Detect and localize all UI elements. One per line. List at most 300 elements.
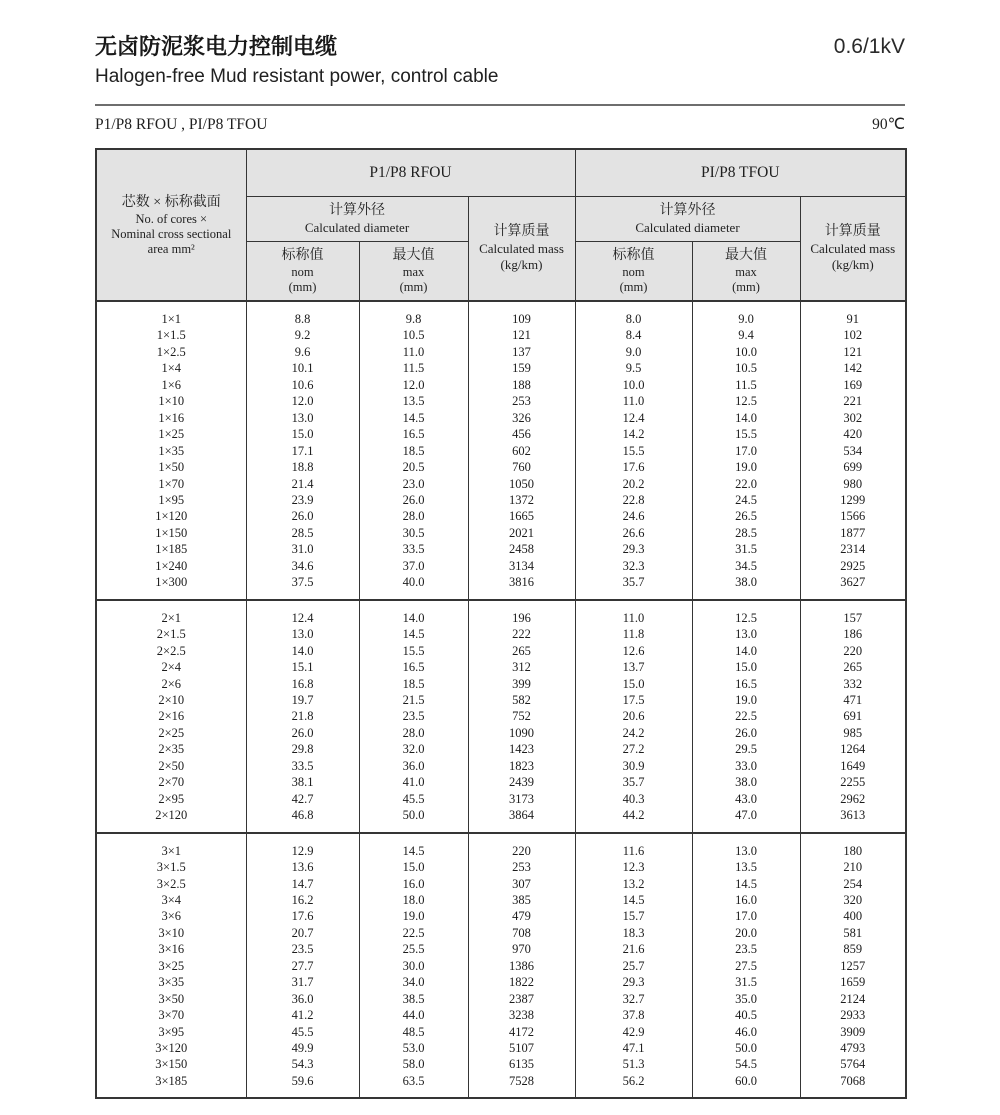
table-row xyxy=(96,833,906,859)
size-cell: 1×70 xyxy=(96,476,246,492)
value-cell: 142 xyxy=(800,360,906,376)
table-row xyxy=(96,327,906,343)
value-cell: 37.8 xyxy=(575,1007,692,1023)
table-row xyxy=(96,301,906,327)
value-cell: 121 xyxy=(468,327,575,343)
size-cell: 2×6 xyxy=(96,676,246,692)
value-cell: 31.5 xyxy=(692,974,800,990)
value-cell: 9.0 xyxy=(692,301,800,327)
size-group xyxy=(96,301,906,600)
table-row xyxy=(96,974,906,990)
value-cell: 18.3 xyxy=(575,925,692,941)
value-cell: 970 xyxy=(468,941,575,957)
value-cell: 1257 xyxy=(800,958,906,974)
temperature-rating: 90℃ xyxy=(872,116,905,133)
value-cell: 15.7 xyxy=(575,908,692,924)
value-cell: 28.0 xyxy=(359,508,468,524)
value-cell: 38.0 xyxy=(692,574,800,599)
value-cell: 42.7 xyxy=(246,791,359,807)
size-cell: 1×150 xyxy=(96,525,246,541)
header-max-zh: 最大值 xyxy=(725,247,767,263)
value-cell: 34.0 xyxy=(359,974,468,990)
value-cell: 137 xyxy=(468,344,575,360)
value-cell: 36.0 xyxy=(246,991,359,1007)
size-cell: 1×240 xyxy=(96,558,246,574)
value-cell: 5764 xyxy=(800,1056,906,1072)
value-cell: 12.4 xyxy=(246,600,359,626)
value-cell: 27.5 xyxy=(692,958,800,974)
value-cell: 20.5 xyxy=(359,459,468,475)
value-cell: 23.0 xyxy=(359,476,468,492)
table-row xyxy=(96,774,906,790)
value-cell: 602 xyxy=(468,443,575,459)
value-cell: 534 xyxy=(800,443,906,459)
table-row xyxy=(96,508,906,524)
size-cell: 2×10 xyxy=(96,692,246,708)
value-cell: 2314 xyxy=(800,541,906,557)
value-cell: 24.2 xyxy=(575,725,692,741)
value-cell: 16.5 xyxy=(359,426,468,442)
size-cell: 3×1 xyxy=(96,833,246,859)
table-row xyxy=(96,1040,906,1056)
table-row xyxy=(96,476,906,492)
value-cell: 45.5 xyxy=(359,791,468,807)
value-cell: 859 xyxy=(800,941,906,957)
value-cell: 5107 xyxy=(468,1040,575,1056)
value-cell: 43.0 xyxy=(692,791,800,807)
table-row xyxy=(96,692,906,708)
value-cell: 121 xyxy=(800,344,906,360)
value-cell: 11.0 xyxy=(575,393,692,409)
value-cell: 420 xyxy=(800,426,906,442)
value-cell: 26.0 xyxy=(692,725,800,741)
size-cell: 3×6 xyxy=(96,908,246,924)
size-cell: 2×16 xyxy=(96,708,246,724)
size-cell: 2×120 xyxy=(96,807,246,832)
value-cell: 35.7 xyxy=(575,574,692,599)
header-rfou-diameter xyxy=(246,196,468,241)
value-cell: 11.8 xyxy=(575,626,692,642)
table-row xyxy=(96,492,906,508)
table-row xyxy=(96,344,906,360)
value-cell: 1659 xyxy=(800,974,906,990)
value-cell: 21.5 xyxy=(359,692,468,708)
value-cell: 265 xyxy=(468,643,575,659)
value-cell: 46.8 xyxy=(246,807,359,832)
value-cell: 11.6 xyxy=(575,833,692,859)
header-rfou-title: P1/P8 RFOU xyxy=(369,164,452,182)
value-cell: 12.0 xyxy=(359,377,468,393)
value-cell: 58.0 xyxy=(359,1056,468,1072)
value-cell: 17.6 xyxy=(246,908,359,924)
table-row xyxy=(96,558,906,574)
value-cell: 691 xyxy=(800,708,906,724)
table-header xyxy=(96,149,906,301)
value-cell: 332 xyxy=(800,676,906,692)
value-cell: 33.0 xyxy=(692,758,800,774)
value-cell: 23.9 xyxy=(246,492,359,508)
value-cell: 11.0 xyxy=(575,600,692,626)
table-row xyxy=(96,377,906,393)
header-cores-en3: area mm² xyxy=(147,241,195,256)
value-cell: 253 xyxy=(468,859,575,875)
value-cell: 26.0 xyxy=(359,492,468,508)
value-cell: 13.0 xyxy=(246,410,359,426)
value-cell: 3238 xyxy=(468,1007,575,1023)
size-cell: 1×50 xyxy=(96,459,246,475)
value-cell: 7528 xyxy=(468,1073,575,1098)
table-row xyxy=(96,741,906,757)
value-cell: 40.0 xyxy=(359,574,468,599)
model-line-row xyxy=(95,115,905,135)
value-cell: 16.0 xyxy=(692,892,800,908)
value-cell: 22.5 xyxy=(692,708,800,724)
value-cell: 1299 xyxy=(800,492,906,508)
header-mass-unit: (kg/km) xyxy=(831,257,874,273)
value-cell: 2962 xyxy=(800,791,906,807)
value-cell: 10.1 xyxy=(246,360,359,376)
value-cell: 307 xyxy=(468,876,575,892)
value-cell: 31.7 xyxy=(246,974,359,990)
value-cell: 12.9 xyxy=(246,833,359,859)
size-cell: 1×300 xyxy=(96,574,246,599)
header-max-zh: 最大值 xyxy=(392,247,435,263)
value-cell: 56.2 xyxy=(575,1073,692,1098)
value-cell: 22.5 xyxy=(359,925,468,941)
value-cell: 34.6 xyxy=(246,558,359,574)
value-cell: 985 xyxy=(800,725,906,741)
value-cell: 30.9 xyxy=(575,758,692,774)
table-row xyxy=(96,859,906,875)
table-row xyxy=(96,676,906,692)
value-cell: 6135 xyxy=(468,1056,575,1072)
size-cell: 3×16 xyxy=(96,941,246,957)
value-cell: 10.6 xyxy=(246,377,359,393)
value-cell: 11.0 xyxy=(359,344,468,360)
value-cell: 3909 xyxy=(800,1024,906,1040)
value-cell: 53.0 xyxy=(359,1040,468,1056)
value-cell: 40.3 xyxy=(575,791,692,807)
value-cell: 32.3 xyxy=(575,558,692,574)
value-cell: 13.0 xyxy=(692,833,800,859)
table-row xyxy=(96,925,906,941)
size-cell: 3×120 xyxy=(96,1040,246,1056)
value-cell: 1090 xyxy=(468,725,575,741)
size-cell: 3×4 xyxy=(96,892,246,908)
value-cell: 1823 xyxy=(468,758,575,774)
model-designations: P1/P8 RFOU , PI/P8 TFOU xyxy=(95,116,268,133)
value-cell: 26.5 xyxy=(692,508,800,524)
size-cell: 3×95 xyxy=(96,1024,246,1040)
value-cell: 20.6 xyxy=(575,708,692,724)
header-rfou-mass xyxy=(468,196,575,301)
value-cell: 54.5 xyxy=(692,1056,800,1072)
value-cell: 581 xyxy=(800,925,906,941)
value-cell: 47.0 xyxy=(692,807,800,832)
value-cell: 47.1 xyxy=(575,1040,692,1056)
value-cell: 1877 xyxy=(800,525,906,541)
size-cell: 2×50 xyxy=(96,758,246,774)
table-row xyxy=(96,443,906,459)
value-cell: 102 xyxy=(800,327,906,343)
value-cell: 326 xyxy=(468,410,575,426)
value-cell: 1665 xyxy=(468,508,575,524)
value-cell: 37.0 xyxy=(359,558,468,574)
value-cell: 2124 xyxy=(800,991,906,1007)
value-cell: 17.6 xyxy=(575,459,692,475)
value-cell: 15.5 xyxy=(359,643,468,659)
size-cell: 3×185 xyxy=(96,1073,246,1098)
header-cores-area xyxy=(96,149,246,301)
value-cell: 3816 xyxy=(468,574,575,599)
value-cell: 17.1 xyxy=(246,443,359,459)
value-cell: 14.5 xyxy=(359,626,468,642)
value-cell: 19.0 xyxy=(692,692,800,708)
title-row xyxy=(95,34,905,60)
value-cell: 479 xyxy=(468,908,575,924)
value-cell: 1423 xyxy=(468,741,575,757)
value-cell: 14.5 xyxy=(575,892,692,908)
value-cell: 18.5 xyxy=(359,676,468,692)
table-row xyxy=(96,360,906,376)
value-cell: 17.0 xyxy=(692,443,800,459)
value-cell: 708 xyxy=(468,925,575,941)
value-cell: 25.5 xyxy=(359,941,468,957)
value-cell: 26.0 xyxy=(246,508,359,524)
value-cell: 456 xyxy=(468,426,575,442)
value-cell: 3134 xyxy=(468,558,575,574)
value-cell: 31.0 xyxy=(246,541,359,557)
value-cell: 302 xyxy=(800,410,906,426)
value-cell: 50.0 xyxy=(359,807,468,832)
value-cell: 2925 xyxy=(800,558,906,574)
table-row xyxy=(96,892,906,908)
header-nom-en: nom xyxy=(291,264,314,279)
value-cell: 2021 xyxy=(468,525,575,541)
value-cell: 13.0 xyxy=(246,626,359,642)
value-cell: 385 xyxy=(468,892,575,908)
value-cell: 157 xyxy=(800,600,906,626)
value-cell: 59.6 xyxy=(246,1073,359,1098)
value-cell: 9.0 xyxy=(575,344,692,360)
value-cell: 16.5 xyxy=(359,659,468,675)
page-title-en: Halogen-free Mud resistant power, control cable xyxy=(95,66,499,87)
value-cell: 28.0 xyxy=(359,725,468,741)
value-cell: 3627 xyxy=(800,574,906,599)
value-cell: 29.3 xyxy=(575,541,692,557)
divider-rule xyxy=(95,104,905,106)
value-cell: 19.7 xyxy=(246,692,359,708)
header-tfou-title: PI/P8 TFOU xyxy=(701,164,780,182)
value-cell: 24.5 xyxy=(692,492,800,508)
header-tfou-mass xyxy=(800,196,906,301)
value-cell: 10.0 xyxy=(575,377,692,393)
value-cell: 27.7 xyxy=(246,958,359,974)
table-row xyxy=(96,643,906,659)
value-cell: 22.0 xyxy=(692,476,800,492)
value-cell: 188 xyxy=(468,377,575,393)
value-cell: 32.0 xyxy=(359,741,468,757)
value-cell: 35.7 xyxy=(575,774,692,790)
size-cell: 1×1 xyxy=(96,301,246,327)
value-cell: 14.5 xyxy=(359,410,468,426)
size-cell: 1×4 xyxy=(96,360,246,376)
value-cell: 196 xyxy=(468,600,575,626)
value-cell: 3173 xyxy=(468,791,575,807)
value-cell: 28.5 xyxy=(692,525,800,541)
value-cell: 25.7 xyxy=(575,958,692,974)
voltage-rating: 0.6/1kV xyxy=(833,35,905,58)
value-cell: 760 xyxy=(468,459,575,475)
size-cell: 2×95 xyxy=(96,791,246,807)
value-cell: 1050 xyxy=(468,476,575,492)
value-cell: 220 xyxy=(800,643,906,659)
header-cores-en1: No. of cores × xyxy=(135,211,208,226)
header-nom-en: nom xyxy=(622,264,645,279)
table-row xyxy=(96,459,906,475)
header-nom-zh: 标称值 xyxy=(612,247,655,263)
value-cell: 159 xyxy=(468,360,575,376)
table-row xyxy=(96,791,906,807)
value-cell: 9.4 xyxy=(692,327,800,343)
value-cell: 699 xyxy=(800,459,906,475)
value-cell: 4793 xyxy=(800,1040,906,1056)
value-cell: 12.6 xyxy=(575,643,692,659)
header-nom-zh: 标称值 xyxy=(281,247,324,263)
value-cell: 22.8 xyxy=(575,492,692,508)
value-cell: 17.0 xyxy=(692,908,800,924)
header-max-en: max xyxy=(402,264,425,279)
value-cell: 3864 xyxy=(468,807,575,832)
page-content xyxy=(95,0,905,1099)
value-cell: 18.5 xyxy=(359,443,468,459)
value-cell: 51.3 xyxy=(575,1056,692,1072)
header-tfou-diameter xyxy=(575,196,800,241)
value-cell: 15.5 xyxy=(575,443,692,459)
value-cell: 10.5 xyxy=(359,327,468,343)
header-mass-unit: (kg/km) xyxy=(500,257,543,273)
value-cell: 38.1 xyxy=(246,774,359,790)
value-cell: 9.8 xyxy=(359,301,468,327)
size-cell: 3×50 xyxy=(96,991,246,1007)
table-row xyxy=(96,541,906,557)
value-cell: 8.4 xyxy=(575,327,692,343)
value-cell: 2255 xyxy=(800,774,906,790)
value-cell: 400 xyxy=(800,908,906,924)
table-row xyxy=(96,807,906,832)
value-cell: 40.5 xyxy=(692,1007,800,1023)
value-cell: 12.3 xyxy=(575,859,692,875)
table-row xyxy=(96,958,906,974)
value-cell: 9.5 xyxy=(575,360,692,376)
value-cell: 14.5 xyxy=(359,833,468,859)
value-cell: 12.5 xyxy=(692,393,800,409)
header-mass-zh: 计算质量 xyxy=(824,224,881,240)
value-cell: 21.8 xyxy=(246,708,359,724)
value-cell: 186 xyxy=(800,626,906,642)
value-cell: 15.0 xyxy=(692,659,800,675)
size-cell: 2×2.5 xyxy=(96,643,246,659)
value-cell: 399 xyxy=(468,676,575,692)
table-row xyxy=(96,708,906,724)
value-cell: 13.5 xyxy=(359,393,468,409)
value-cell: 14.5 xyxy=(692,876,800,892)
value-cell: 220 xyxy=(468,833,575,859)
value-cell: 20.2 xyxy=(575,476,692,492)
value-cell: 11.5 xyxy=(359,360,468,376)
value-cell: 8.0 xyxy=(575,301,692,327)
value-cell: 18.0 xyxy=(359,892,468,908)
value-cell: 29.3 xyxy=(575,974,692,990)
value-cell: 253 xyxy=(468,393,575,409)
header-cores-en2: Nominal cross sectional xyxy=(111,226,232,241)
value-cell: 14.0 xyxy=(246,643,359,659)
value-cell: 29.8 xyxy=(246,741,359,757)
value-cell: 16.2 xyxy=(246,892,359,908)
value-cell: 41.0 xyxy=(359,774,468,790)
spec-table xyxy=(95,148,907,1099)
size-cell: 1×185 xyxy=(96,541,246,557)
value-cell: 221 xyxy=(800,393,906,409)
table-row xyxy=(96,1056,906,1072)
value-cell: 23.5 xyxy=(246,941,359,957)
size-cell: 1×10 xyxy=(96,393,246,409)
value-cell: 16.5 xyxy=(692,676,800,692)
size-cell: 3×150 xyxy=(96,1056,246,1072)
value-cell: 14.7 xyxy=(246,876,359,892)
value-cell: 2458 xyxy=(468,541,575,557)
value-cell: 2439 xyxy=(468,774,575,790)
header-diameter-zh: 计算外径 xyxy=(659,202,716,218)
header-mass-en: Calculated mass xyxy=(810,241,896,257)
value-cell: 44.0 xyxy=(359,1007,468,1023)
value-cell: 14.0 xyxy=(692,410,800,426)
table-row xyxy=(96,393,906,409)
header-max-en: max xyxy=(735,264,757,279)
header-mass-zh: 计算质量 xyxy=(493,224,550,240)
value-cell: 26.6 xyxy=(575,525,692,541)
value-cell: 46.0 xyxy=(692,1024,800,1040)
value-cell: 2933 xyxy=(800,1007,906,1023)
header-tfou-max xyxy=(692,241,800,301)
value-cell: 15.0 xyxy=(246,426,359,442)
value-cell: 16.8 xyxy=(246,676,359,692)
value-cell: 49.9 xyxy=(246,1040,359,1056)
header-max-unit: (mm) xyxy=(732,279,760,294)
table-row xyxy=(96,908,906,924)
value-cell: 8.8 xyxy=(246,301,359,327)
value-cell: 26.0 xyxy=(246,725,359,741)
value-cell: 41.2 xyxy=(246,1007,359,1023)
size-cell: 2×4 xyxy=(96,659,246,675)
value-cell: 7068 xyxy=(800,1073,906,1098)
value-cell: 12.5 xyxy=(692,600,800,626)
value-cell: 21.4 xyxy=(246,476,359,492)
value-cell: 4172 xyxy=(468,1024,575,1040)
value-cell: 30.0 xyxy=(359,958,468,974)
value-cell: 14.0 xyxy=(359,600,468,626)
size-cell: 3×35 xyxy=(96,974,246,990)
table-row xyxy=(96,991,906,1007)
value-cell: 13.6 xyxy=(246,859,359,875)
value-cell: 34.5 xyxy=(692,558,800,574)
table-row xyxy=(96,941,906,957)
value-cell: 471 xyxy=(800,692,906,708)
size-group xyxy=(96,600,906,833)
value-cell: 29.5 xyxy=(692,741,800,757)
table-row xyxy=(96,426,906,442)
value-cell: 60.0 xyxy=(692,1073,800,1098)
